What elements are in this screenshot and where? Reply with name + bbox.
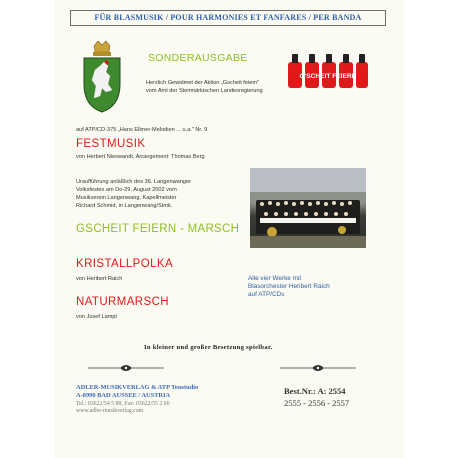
festmusik-title: FESTMUSIK bbox=[76, 138, 146, 150]
publisher-phone: Tel.: 03622/54 5 88, Fax: 03622/55 2 66 bbox=[76, 401, 170, 407]
cd-reference: auf ATP/CD-375 „Hans Ellmer-Melodien ... u.a." Nr. 9 bbox=[76, 127, 208, 133]
category-banner: FÜR BLASMUSIK / POUR HARMONIES ET FANFARES / PER BANDA bbox=[70, 10, 386, 26]
premiere-line-1: Uraufführung anläßlich des 36. Langenwanger bbox=[76, 179, 191, 185]
promo-line-1: Alle vier Werke mit bbox=[248, 275, 302, 282]
dedication-line-2: vom Amt der Steirmärkischen Landesregierung bbox=[146, 88, 263, 94]
band-photo bbox=[250, 168, 366, 248]
kristallpolka-title: KRISTALLPOLKA bbox=[76, 258, 174, 270]
band-photo-figures bbox=[250, 168, 366, 248]
publisher-address: A-8990 BAD AUSSEE / AUSTRIA bbox=[76, 392, 171, 399]
styria-crest-icon bbox=[80, 40, 124, 114]
publisher-website: www.adler-musikverlag.com bbox=[76, 408, 144, 414]
logo-text: G'SCHEIT FEIERN bbox=[299, 73, 357, 80]
order-number-label: Best.Nr.: A: 2554 bbox=[284, 386, 346, 396]
premiere-line-2: Volksfestes am Do-29. August 2002 vom bbox=[76, 187, 177, 193]
premiere-line-4: Richard Schmid, in Langenwang/Stmk. bbox=[76, 203, 173, 209]
promo-line-3: auf ATP/CDs bbox=[248, 291, 285, 298]
dedication-line-1: Herzlich Gewidmet der Aktion „Gscheit feiern" bbox=[146, 80, 260, 86]
instrumentation-note: In kleiner und großer Besetzung spielbar. bbox=[144, 344, 273, 351]
kristallpolka-credit: von Heribert Raich bbox=[76, 276, 123, 282]
naturmarsch-title: NATURMARSCH bbox=[76, 296, 169, 308]
festmusik-credit: von Herbert Nieswandt, Arrangement: Thomas Berg bbox=[76, 154, 205, 160]
ornament-divider-left bbox=[88, 362, 164, 374]
publisher-name: ADLER-MUSIKVERLAG & ATP Tonstudio bbox=[76, 384, 199, 391]
promo-line-2: Blasorchester Heribert Raich bbox=[248, 283, 330, 290]
premiere-line-3: Musikverein Langenwang, Kapellmeister bbox=[76, 195, 177, 201]
naturmarsch-credit: von Josef Lampl bbox=[76, 314, 117, 320]
gscheit-feiern-marsch-title: GSCHEIT FEIERN - MARSCH bbox=[76, 223, 240, 235]
special-edition-title: SONDERAUSGABE bbox=[148, 52, 248, 64]
gscheit-feiern-logo bbox=[286, 52, 370, 96]
order-numbers: 2555 - 2556 - 2557 bbox=[284, 398, 350, 408]
ornament-divider-right bbox=[280, 362, 356, 374]
